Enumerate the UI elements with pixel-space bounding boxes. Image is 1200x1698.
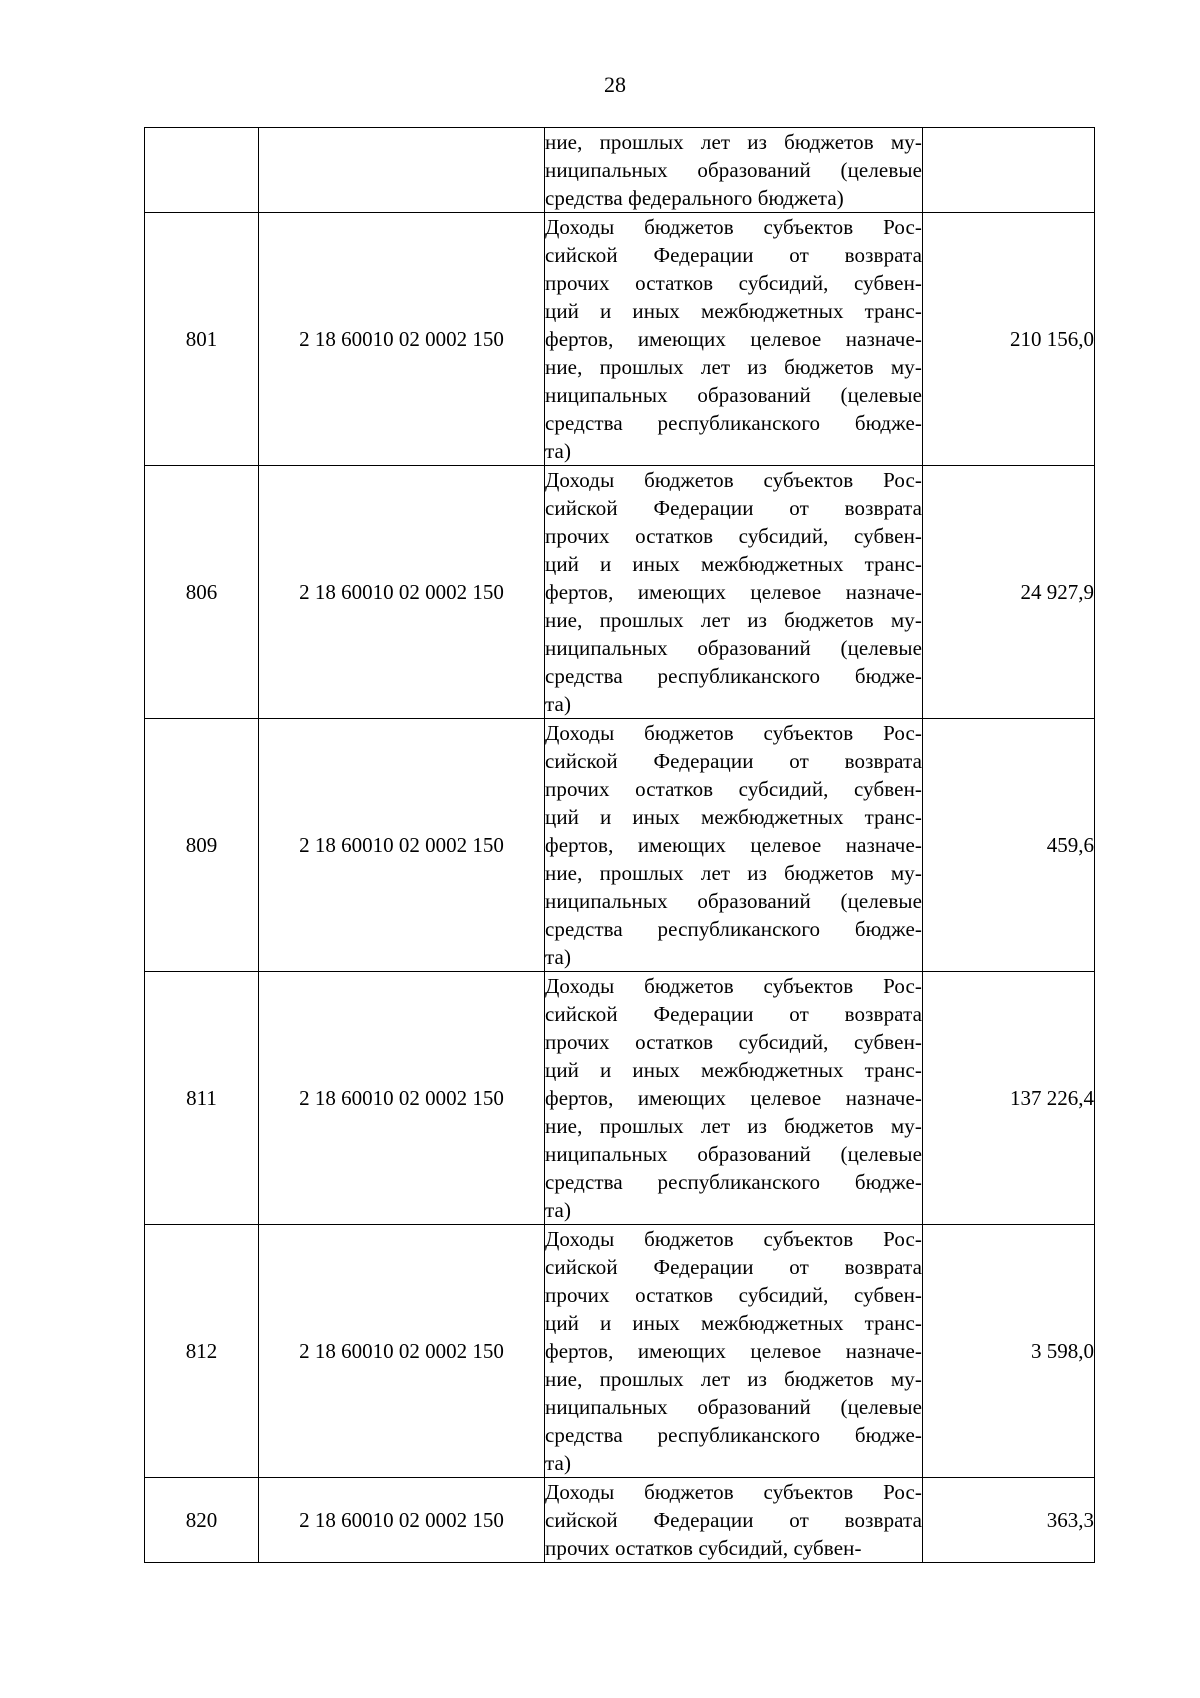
revenue-description-cell xyxy=(545,719,923,972)
description-line: ций и иных межбюджетных транс- xyxy=(545,552,922,576)
description-line: ций и иных межбюджетных транс- xyxy=(545,299,922,323)
description-line: ниципальных образований (целевые xyxy=(545,1395,922,1419)
description-line: сийской Федерации от возврата xyxy=(545,1002,922,1026)
description-line: ние, прошлых лет из бюджетов му- xyxy=(545,608,922,632)
description-line: средства федерального бюджета) xyxy=(545,186,844,210)
description-line: ние, прошлых лет из бюджетов му- xyxy=(545,1114,922,1138)
description-line: ниципальных образований (целевые xyxy=(545,158,922,182)
description-line: прочих остатков субсидий, субвен- xyxy=(545,1283,922,1307)
description-line: фертов, имеющих целевое назначе- xyxy=(545,327,922,351)
description-line: ций и иных межбюджетных транс- xyxy=(545,1311,922,1335)
budget-classification-code-cell: 2 18 60010 02 0002 150 xyxy=(259,1478,545,1563)
revenue-description-cell xyxy=(545,466,923,719)
description-line: фертов, имеющих целевое назначе- xyxy=(545,1086,922,1110)
description-line: Доходы бюджетов субъектов Рос- xyxy=(545,215,922,239)
description-line: прочих остатков субсидий, субвен- xyxy=(545,524,922,548)
budget-classification-code-cell: 2 18 60010 02 0002 150 xyxy=(259,1225,545,1478)
description-line: средства республиканского бюдже- xyxy=(545,411,922,435)
budget-classification-code-cell: 2 18 60010 02 0002 150 xyxy=(259,213,545,466)
description-line: ниципальных образований (целевые xyxy=(545,383,922,407)
budget-revenue-table xyxy=(144,127,1095,1563)
table-body xyxy=(145,128,1095,1563)
description-line: та) xyxy=(545,439,572,463)
description-line: Доходы бюджетов субъектов Рос- xyxy=(545,974,922,998)
revenue-description-cell xyxy=(545,213,923,466)
description-line: сийской Федерации от возврата xyxy=(545,243,922,267)
description-line: сийской Федерации от возврата xyxy=(545,496,922,520)
description-line: средства республиканского бюдже- xyxy=(545,1423,922,1447)
description-line: ние, прошлых лет из бюджетов му- xyxy=(545,355,922,379)
description-line: средства республиканского бюдже- xyxy=(545,664,922,688)
amount-cell: 459,6 xyxy=(923,719,1095,972)
description-line: прочих остатков субсидий, субвен- xyxy=(545,1030,922,1054)
amount-cell: 137 226,4 xyxy=(923,972,1095,1225)
description-line: сийской Федерации от возврата xyxy=(545,749,922,773)
admin-code-cell: 809 xyxy=(145,719,259,972)
description-line: прочих остатков субсидий, субвен- xyxy=(545,1536,862,1560)
description-line: ций и иных межбюджетных транс- xyxy=(545,805,922,829)
revenue-description-cell xyxy=(545,128,923,213)
admin-code-cell: 801 xyxy=(145,213,259,466)
admin-code-cell: 820 xyxy=(145,1478,259,1563)
description-line: прочих остатков субсидий, субвен- xyxy=(545,777,922,801)
description-line: та) xyxy=(545,692,572,716)
description-line: Доходы бюджетов субъектов Рос- xyxy=(545,1480,922,1504)
description-line: фертов, имеющих целевое назначе- xyxy=(545,580,922,604)
description-line: та) xyxy=(545,1198,572,1222)
table-row xyxy=(145,1478,1095,1563)
description-line: ние, прошлых лет из бюджетов му- xyxy=(545,130,922,154)
amount-cell: 363,3 xyxy=(923,1478,1095,1563)
description-line: фертов, имеющих целевое назначе- xyxy=(545,1339,922,1363)
admin-code-cell: 806 xyxy=(145,466,259,719)
table-row xyxy=(145,128,1095,213)
amount-cell: 3 598,0 xyxy=(923,1225,1095,1478)
description-line: сийской Федерации от возврата xyxy=(545,1508,922,1532)
budget-classification-code-cell: 2 18 60010 02 0002 150 xyxy=(259,466,545,719)
description-line: ниципальных образований (целевые xyxy=(545,636,922,660)
admin-code-cell xyxy=(145,128,259,213)
revenue-description-cell xyxy=(545,1225,923,1478)
description-line: сийской Федерации от возврата xyxy=(545,1255,922,1279)
description-line: та) xyxy=(545,1451,572,1475)
amount-cell: 210 156,0 xyxy=(923,213,1095,466)
description-line: прочих остатков субсидий, субвен- xyxy=(545,271,922,295)
description-line: Доходы бюджетов субъектов Рос- xyxy=(545,1227,922,1251)
description-line: Доходы бюджетов субъектов Рос- xyxy=(545,468,922,492)
description-line: ние, прошлых лет из бюджетов му- xyxy=(545,1367,922,1391)
description-line: Доходы бюджетов субъектов Рос- xyxy=(545,721,922,745)
revenue-description-cell xyxy=(545,972,923,1225)
description-line: та) xyxy=(545,945,572,969)
description-line: средства республиканского бюдже- xyxy=(545,1170,922,1194)
budget-classification-code-cell: 2 18 60010 02 0002 150 xyxy=(259,719,545,972)
table-row xyxy=(145,719,1095,972)
description-line: фертов, имеющих целевое назначе- xyxy=(545,833,922,857)
table-row xyxy=(145,466,1095,719)
table-row xyxy=(145,1225,1095,1478)
description-line: ниципальных образований (целевые xyxy=(545,889,922,913)
budget-classification-code-cell: 2 18 60010 02 0002 150 xyxy=(259,972,545,1225)
table-row xyxy=(145,972,1095,1225)
budget-classification-code-cell xyxy=(259,128,545,213)
admin-code-cell: 812 xyxy=(145,1225,259,1478)
table-row xyxy=(145,213,1095,466)
description-line: ниципальных образований (целевые xyxy=(545,1142,922,1166)
page-number: 28 xyxy=(604,72,626,97)
amount-cell: 24 927,9 xyxy=(923,466,1095,719)
admin-code-cell: 811 xyxy=(145,972,259,1225)
description-line: ций и иных межбюджетных транс- xyxy=(545,1058,922,1082)
revenue-description-cell xyxy=(545,1478,923,1563)
description-line: средства республиканского бюдже- xyxy=(545,917,922,941)
amount-cell xyxy=(923,128,1095,213)
description-line: ние, прошлых лет из бюджетов му- xyxy=(545,861,922,885)
